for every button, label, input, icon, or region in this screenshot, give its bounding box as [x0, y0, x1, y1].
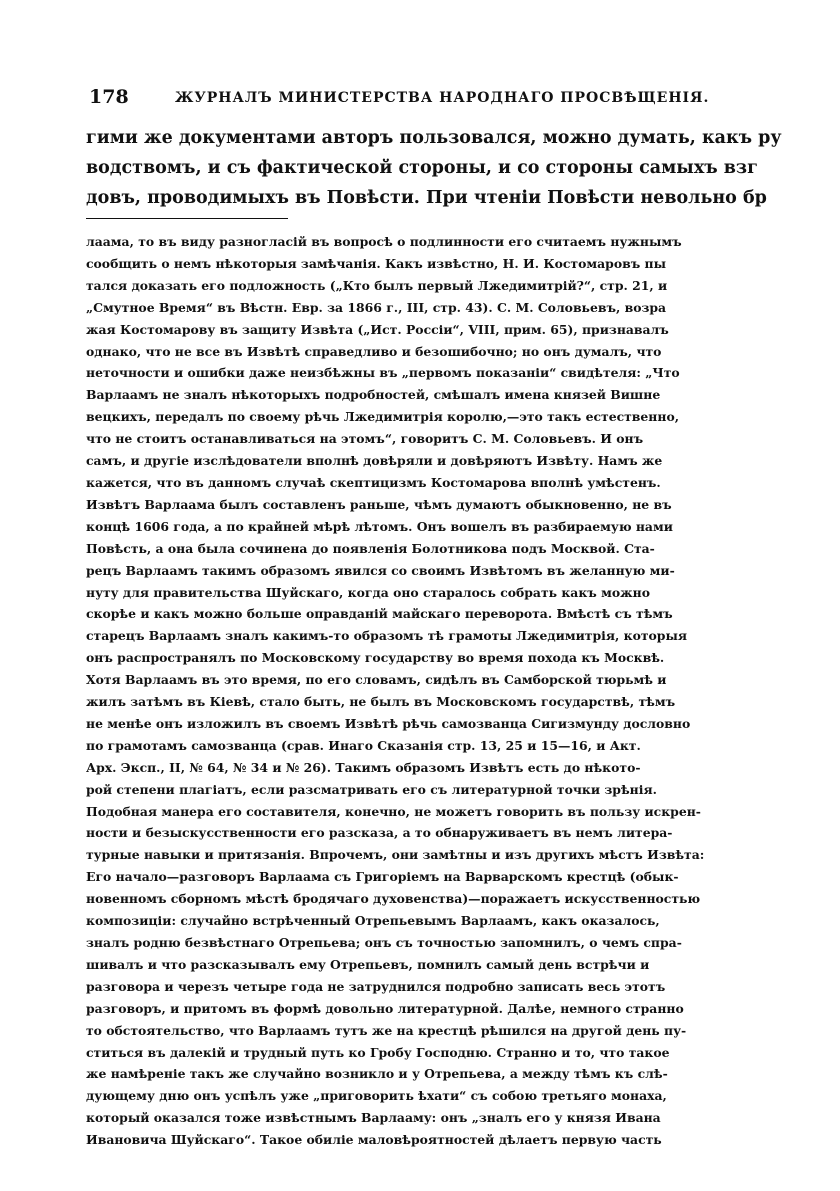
footnote-line: онъ распространялъ по Московскому государству во время похода къ Москвѣ.: [86, 650, 665, 666]
footnote-line: Арх. Эксп., II, № 64, № 34 и № 26). Такимъ образомъ Извѣтъ есть до нѣкото-: [86, 759, 641, 775]
footnote-line: кажется, что въ данномъ случаѣ скептицизмъ Костомарова вполнѣ умѣстенъ.: [86, 474, 661, 490]
footnote-line: Извѣтъ Варлаама былъ составленъ раньше, чѣмъ думаютъ обыкновенно, не въ: [86, 496, 672, 512]
footnote-line: новенномъ сборномъ мѣстѣ бродячаго духовенства)—поражаетъ искусственностью: [86, 891, 701, 907]
footnote-line: дующему дню онъ успѣлъ уже „приговорить ѣхати“ съ собою третьяго монаха,: [86, 1088, 667, 1104]
footnote-line: вецкихъ, передалъ по своему рѣчь Лжедимитрія королю,—это такъ естественно,: [86, 409, 680, 425]
footnote-line: по грамотамъ самозванца (срав. Инаго Сказанія стр. 13, 25 и 15—16, и Акт.: [86, 737, 641, 753]
footnote-line: Хотя Варлаамъ въ это время, по его словамъ, сидѣлъ въ Самборской тюрьмѣ и: [86, 672, 667, 688]
footnote-line: ности и безыскусственности его разсказа, а то обнаруживаетъ въ немъ литера-: [86, 825, 673, 841]
page-number: 178: [89, 86, 129, 108]
footnote-line: самъ, и другіе изслѣдователи вполнѣ довѣряли и довѣряютъ Извѣту. Намъ же: [86, 453, 663, 469]
footnote-line: сообщить о немъ нѣкоторыя замѣчанія. Какъ извѣстно, Н. И. Костомаровъ пы: [86, 255, 667, 271]
running-title: ЖУРНАЛЪ МИНИСТЕРСТВА НАРОДНАГО ПРОСВѢЩЕНІЯ.: [175, 90, 710, 106]
footnote-line: тался доказать его подложность („Кто былъ первый Лжедимитрій?“, стр. 21, и: [86, 277, 668, 293]
footnote-divider: [86, 218, 288, 219]
footnote-line: же намѣреніе такъ же случайно возникло и у Отрепьева, а между тѣмъ къ слѣ-: [86, 1066, 668, 1082]
footnote-line: то обстоятельство, что Варлаамъ тутъ же на крестцѣ рѣшился на другой день пу-: [86, 1022, 687, 1038]
footnote-line: Ивановича Шуйскаго“. Такое обиліе маловѣроятностей дѣлаетъ первую часть: [86, 1132, 662, 1148]
footnote-line: Повѣсть, а она была сочинена до появленія Болотникова подъ Москвой. Ста-: [86, 540, 655, 556]
footnote-line: разговоръ, и притомъ въ формѣ довольно литературной. Далѣе, немного странно: [86, 1000, 684, 1016]
body-line: гими же документами авторъ пользовался, можно думать, какъ ру: [86, 128, 782, 148]
footnote-line: жая Костомарову въ защиту Извѣта („Ист. Россіи“, VIII, прим. 65), признавалъ: [86, 321, 669, 337]
footnote-text: [86, 231, 706, 1151]
footnote-line: лаама, то въ виду разногласій въ вопросѣ о подлинности его считаемъ нужнымъ: [86, 234, 682, 249]
footnote-line: „Смутное Время“ въ Вѣстн. Евр. за 1866 г., III, стр. 43). С. М. Соловьевъ, возра: [86, 299, 667, 315]
footnote-line: однако, что не все въ Извѣтѣ справедливо и безошибочно; но онъ думалъ, что: [86, 343, 662, 359]
footnote-line: турные навыки и притязанія. Впрочемъ, они замѣтны и изъ другихъ мѣстъ Извѣта:: [86, 847, 705, 863]
footnote-line: зналъ родню безвѣстнаго Отрепьева; онъ съ точностью запомнилъ, о чемъ спра-: [86, 935, 682, 950]
footnote-line: неточности и ошибки даже неизбѣжны въ „первомъ показаніи“ свидѣтеля: „Что: [86, 365, 680, 381]
body-line: водствомъ, и съ фактической стороны, и со стороны самыхъ взг: [86, 158, 758, 178]
footnote-line: Подобная манера его составителя, конечно, не можетъ говорить въ пользу искрен-: [86, 803, 701, 819]
footnote-line: старецъ Варлаамъ зналъ какимъ-то образомъ тѣ грамоты Лжедимитрія, которыя: [86, 628, 688, 644]
footnote-line: Варлаамъ не зналъ нѣкоторыхъ подробностей, смѣшалъ имена князей Вишне: [86, 387, 661, 403]
footnote-line: шивалъ и что разсказывалъ ему Отрепьевъ, помнилъ самый день встрѣчи и: [86, 956, 650, 972]
footnote-line: концѣ 1606 года, а по крайней мѣрѣ лѣтомъ. Онъ вошелъ въ разбираемую нами: [86, 518, 673, 534]
footnote-line: разговора и черезъ четыре года не затруднился подробно записать весь этотъ: [86, 978, 666, 994]
footnote-line: который оказался тоже извѣстнымъ Варлааму: онъ „зналъ его у князя Ивана: [86, 1110, 661, 1126]
footnote-line: рой степени плагіатъ, если разсматривать его съ литературной точки зрѣнія.: [86, 781, 657, 797]
footnote-line: что не стоитъ останавливаться на этомъ“, говоритъ С. М. Соловьевъ. И онъ: [86, 431, 644, 447]
body-line: довъ, проводимыхъ въ Повѣсти. При чтеніи Повѣсти невольно бр: [86, 188, 767, 208]
body-text: [86, 123, 782, 213]
footnote-line: скорѣе и какъ можно больше оправданій майскаго переворота. Вмѣстѣ съ тѣмъ: [86, 606, 673, 622]
footnote-line: жилъ затѣмъ въ Кіевѣ, стало быть, не былъ въ Московскомъ государствѣ, тѣмъ: [86, 694, 676, 710]
footnote-line: не менѣе онъ изложилъ въ своемъ Извѣтѣ рѣчь самозванца Сигизмунду дословно: [86, 715, 691, 731]
footnote-line: ститься въ далекій и трудный путь ко Гробу Господню. Странно и то, что такое: [86, 1044, 670, 1060]
footnote-line: нуту для правительства Шуйскаго, когда оно старалось собрать какъ можно: [86, 584, 650, 600]
footnote-line: композиціи: случайно встрѣченный Отрепьевымъ Варлаамъ, какъ оказалось,: [86, 913, 660, 929]
footnote-line: Его начало—разговоръ Варлаама съ Григоріемъ на Варварскомъ крестцѣ (обык-: [86, 869, 679, 885]
footnote-line: рецъ Варлаамъ такимъ образомъ явился со своимъ Извѣтомъ въ желанную ми-: [86, 562, 675, 578]
